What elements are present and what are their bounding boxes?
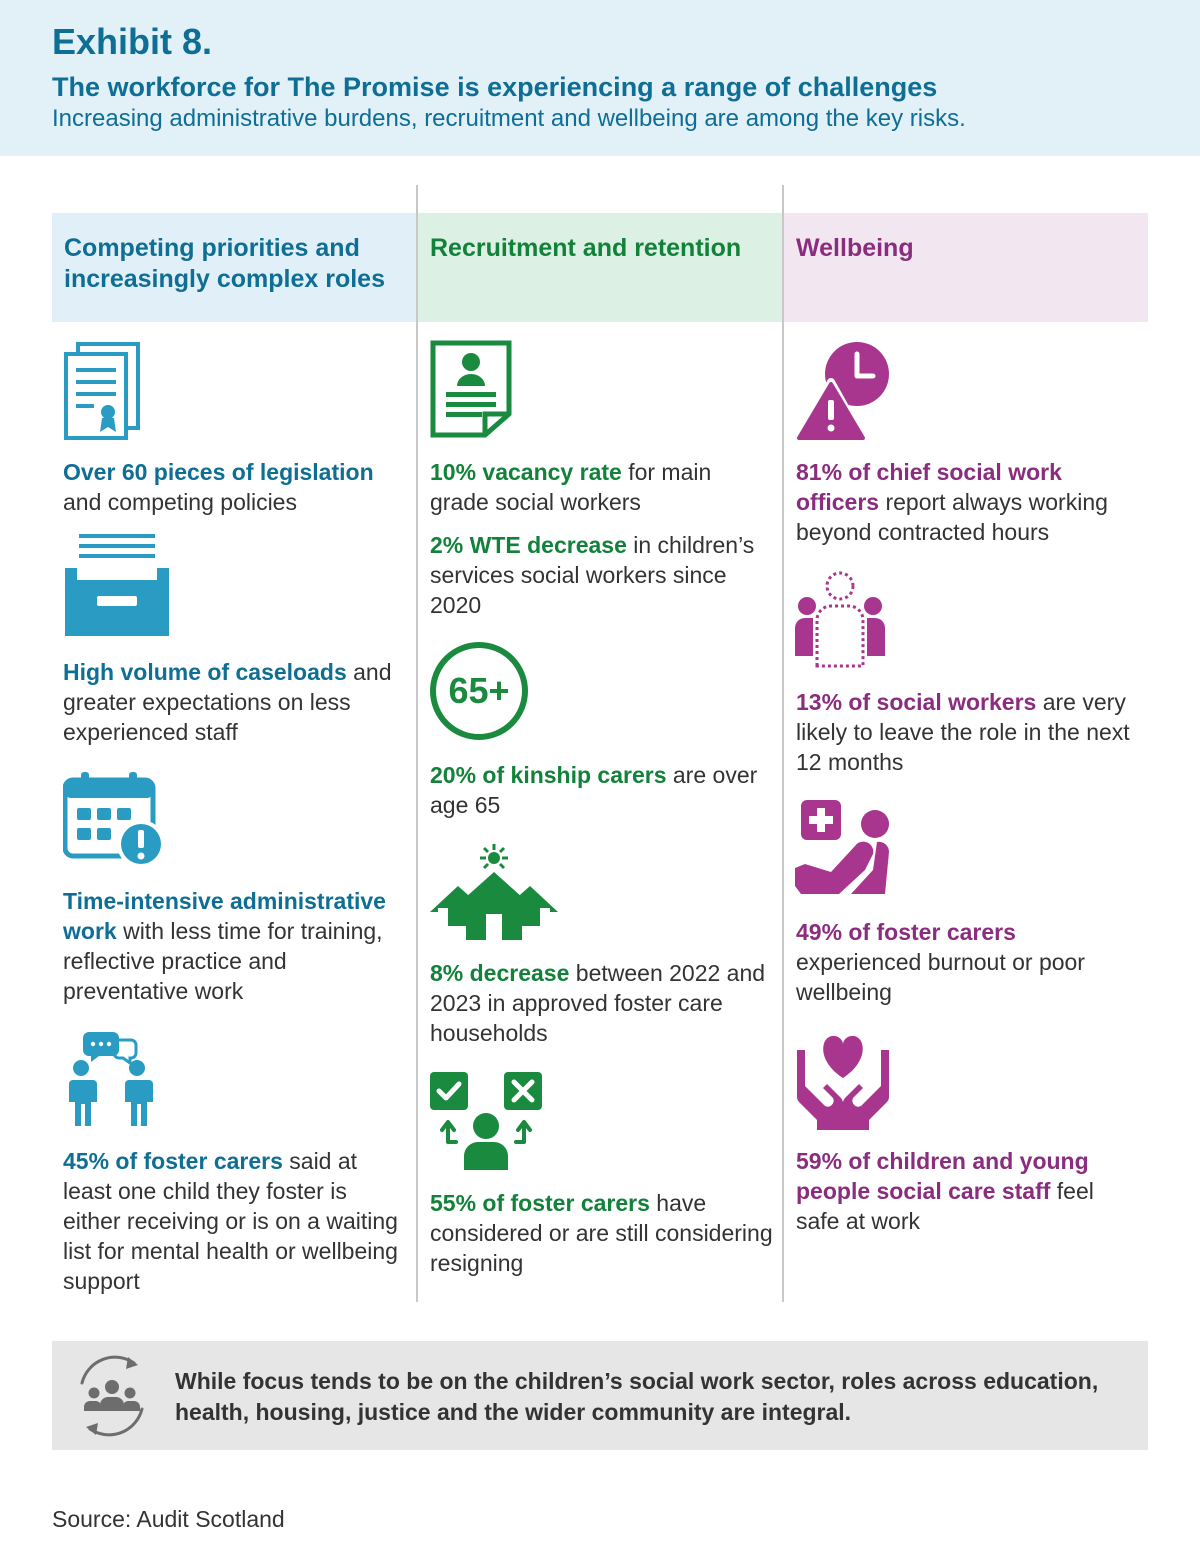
column-header-recruitment: Recruitment and retention	[418, 213, 782, 322]
warning-clock-icon	[795, 340, 891, 440]
exhibit-title: The workforce for The Promise is experiencing a range of challenges	[52, 72, 938, 102]
source-note: Source: Audit Scotland	[52, 1506, 285, 1532]
stat-wte-decrease: 2% WTE decrease in children’s services social workers since 2020	[430, 532, 755, 618]
exhibit-caption: Increasing administrative burdens, recruitment and wellbeing are among the key risks.	[52, 105, 966, 132]
column-divider	[782, 185, 784, 1302]
houses-sun-icon	[428, 844, 560, 944]
stat-foster-households: 8% decrease between 2022 and 2023 in approved foster care households	[430, 960, 766, 1046]
decision-person-icon	[430, 1070, 544, 1170]
stat-mental-health-support: 45% of foster carers said at least one child they foster is either receiving or is on a waiting list for mental health or wellbeing support	[63, 1148, 398, 1294]
document-certificate-icon	[62, 340, 142, 440]
cv-document-icon	[430, 340, 512, 438]
stat-chief-social-work-officers: 81% of chief social work officers report always working beyond contracted hours	[796, 459, 1108, 545]
integral-roles-text: While focus tends to be on the children’s social work sector, roles across education, health, housing, justice and the wider community are integral.	[175, 1368, 1099, 1425]
stat-kinship-carers: 20% of kinship carers are over age 65	[430, 762, 758, 818]
stat-vacancy-rate: 10% vacancy rate for main grade social workers	[430, 459, 712, 515]
column-header-wellbeing: Wellbeing	[784, 213, 1148, 322]
stat-staff-feel-safe: 59% of children and young people social care staff feel safe at work	[796, 1148, 1094, 1234]
age-65-plus-icon: 65+	[430, 642, 528, 740]
exhibit-header	[0, 0, 1200, 156]
stat-social-workers-leaving: 13% of social workers are very likely to leave the role in the next 12 months	[796, 689, 1130, 775]
stat-resigning: 55% of foster carers have considered or are still considering resigning	[430, 1190, 773, 1276]
stat-foster-carer-burnout: 49% of foster carers experienced burnout or poor wellbeing	[796, 919, 1085, 1005]
column-divider	[416, 185, 418, 1302]
stat-administrative-work: Time-intensive administrative work with less time for training, reflective practice and preventative work	[63, 888, 386, 1004]
column-header-competing-priorities: Competing priorities and increasingly complex roles	[52, 213, 416, 322]
hands-heart-icon	[795, 1030, 891, 1130]
file-drawer-icon	[63, 530, 171, 638]
community-cycle-icon	[70, 1353, 154, 1439]
leaving-person-icon	[795, 568, 885, 668]
stat-caseloads: High volume of caseloads and greater expectations on less experienced staff	[63, 659, 392, 745]
conversation-people-icon	[63, 1028, 163, 1128]
calendar-alert-icon	[63, 770, 169, 870]
stat-legislation: Over 60 pieces of legislation and competing policies	[63, 459, 374, 515]
exhibit-number: Exhibit 8.	[52, 21, 213, 62]
reclining-patient-icon	[795, 798, 893, 898]
